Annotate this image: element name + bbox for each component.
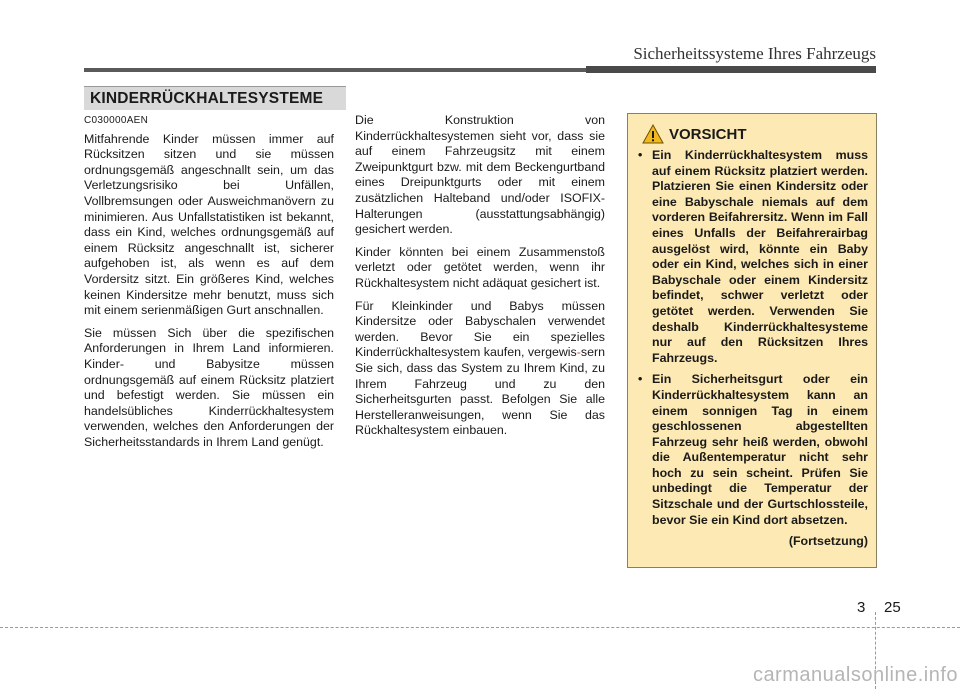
warning-triangle-icon — [642, 124, 664, 144]
section-title: KINDERRÜCKHALTESYSTEME — [84, 86, 346, 110]
body-paragraph: Sie müssen Sich über die spezifischen Anforderungen in Ihrem Land informieren. Kinder- und Babysitze müssen ordnungsgemäß auf einem Rücksitz platziert und befestigt werden. Sie müssen ein handelsübliches Kinderrückhaltesystem verwenden, welches den Anforderungen der Sicherheitsstandards in Ihrem Land genügt. — [84, 325, 334, 449]
body-paragraph: Kinder könnten bei einem Zusammenstoß verletzt oder getötet werden, wenn ihr Rückhaltesystem nicht adäquat gesichert ist. — [355, 244, 605, 290]
header-rule-accent — [586, 66, 876, 73]
warning-title: VORSICHT — [669, 125, 747, 143]
left-column — [84, 113, 334, 457]
warning-text: Ein Sicherheitsgurt oder ein Kinderrückhaltesystem kann an einem sonnigen Tag in einem geschlossenen abgestellten Fahrzeug sehr heiß werden, obwohl die Außentemperatur nicht sehr hoch zu sein scheint. Prüfen Sie unbedingt die Temperatur der Sitzschale und der Gurtschlossteile, bevor Sie ein Kind dort absetzen. — [652, 372, 868, 527]
bullet: • — [638, 148, 643, 162]
warning-text: Ein Kinderrückhaltesystem muss auf einem Rücksitz platziert werden. Platzieren Sie einen Kindersitz oder eine Babyschale niemals auf dem vorderen Beifahrersitz. Wenn im Fall eines Unfalls der Beifahrerairbag ausgelöst wird, könnte ein Baby oder ein Kind, welches sich in einer Babyschale oder einem Kindersitz befindet, schwer verletzt oder getötet werden. Verwenden Sie deshalb Kinderrückhaltesysteme nur auf den Rücksitzen Ihres Fahrzeugs. — [652, 148, 868, 365]
warning-item — [636, 148, 868, 366]
warning-box — [627, 113, 877, 568]
warning-header — [642, 124, 868, 144]
body-paragraph: Die Konstruktion von Kinderrückhaltesystemen sieht vor, dass sie auf einem Fahrzeugsitz mit einem Zweipunktgurt bzw. mit dem Beckengurtband eines Dreipunktgurts oder mit einem zusätzlichen Halteband und/oder ISOFIX-Halterungen (ausstattungsabhängig) gesichert werden. — [355, 113, 605, 237]
paragraph-part: Für Kleinkinder und Babys müssen Kindersitze oder Babyschalen verwendet werden. Bevor Sie ein spezielles Kinderrückhaltesystem kaufen, vergewis — [355, 298, 605, 360]
page-number: 25 — [884, 599, 901, 616]
continued-note: (Fortsetzung) — [788, 534, 868, 549]
body-paragraph: Mitfahrende Kinder müssen immer auf Rücksitzen sitzen und sie müssen ordnungsgemäß angeschnallt sein, um das Verletzungsrisiko bei Unfällen, Vollbremsungen oder Ausweichmanövern zu minimieren. Aus Unfallstatistiken ist bekannt, dass ein Kind, welches ordnungsgemäß auf einem Rücksitz angeschnallt ist, sicherer aufgehoben ist, als wenn es auf dem Vordersitz sitzt. Ein größeres Kind, welches keinen Kindersitze mehr benutzt, muss sich mit einem serienmäßigen Gurt anschnallen. — [84, 131, 334, 318]
chapter-number: 3 — [857, 599, 866, 616]
hyphen-mark: - — [576, 345, 581, 360]
reference-code: C030000AEN — [84, 115, 149, 126]
middle-column — [355, 113, 605, 446]
footer-rule — [0, 627, 960, 628]
body-paragraph — [355, 299, 605, 439]
warning-item — [636, 372, 868, 528]
paragraph-part: sern Sie sich, dass das System zu Ihrem Kind, zu Ihrem Fahrzeug und zu den Sicherheitsgurten passt. Befolgen Sie alle Herstelleranweisungen, wenn Sie das Rückhaltesystem einbauen. — [355, 345, 606, 438]
warning-list — [636, 148, 868, 528]
bullet: • — [638, 372, 643, 387]
watermark: carmanualsonline.info — [752, 664, 958, 686]
chapter-title: Sicherheitssysteme Ihres Fahrzeugs — [633, 44, 876, 63]
